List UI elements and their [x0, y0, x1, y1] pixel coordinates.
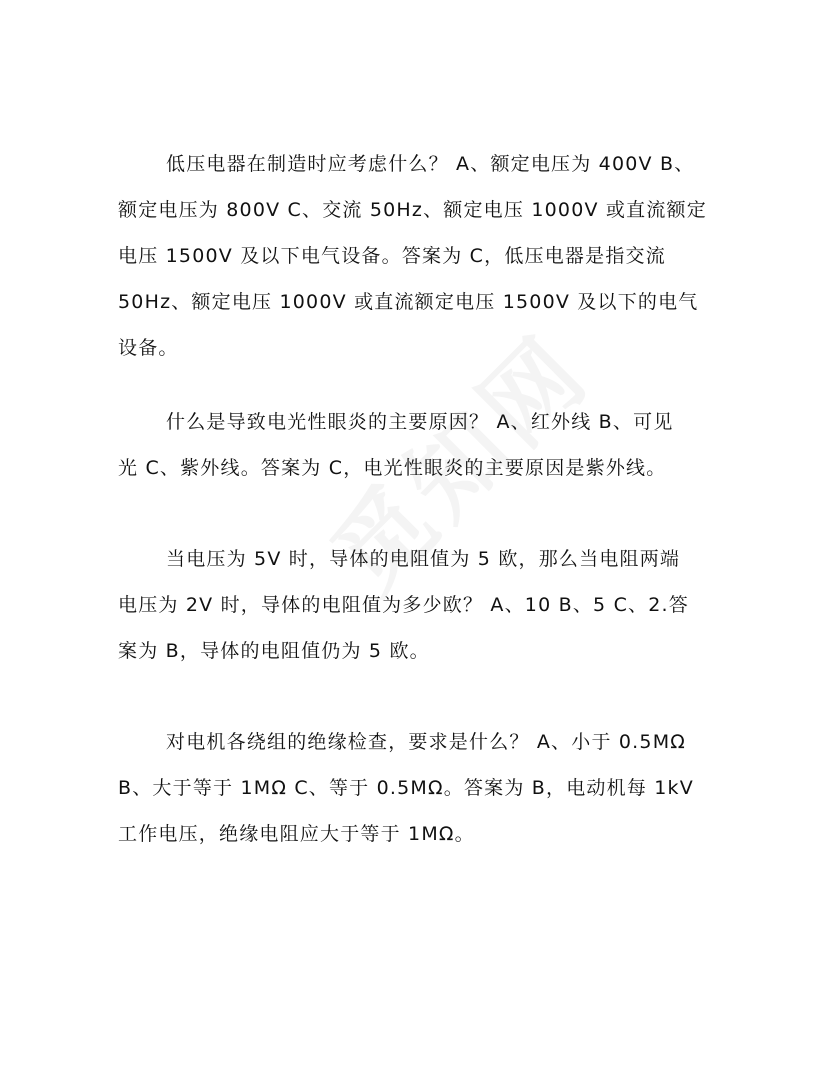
text-line: 额定电压为 800V C、交流 50Hz、额定电压 1000V 或直流额定: [118, 199, 707, 221]
text-line: 什么是导致电光性眼炎的主要原因？ A、红外线 B、可见: [166, 411, 674, 433]
text-line: 电压为 2V 时，导体的电阻值为多少欧？ A、10 B、5 C、2.答: [118, 594, 689, 616]
text-line: 工作电压，绝缘电阻应大于等于 1MΩ。: [118, 823, 475, 845]
text-line: 光 C、紫外线。答案为 C，电光性眼炎的主要原因是紫外线。: [118, 457, 667, 479]
text-line: 50Hz、额定电压 1000V 或直流额定电压 1500V 及以下的电气: [118, 291, 699, 313]
text-line: B、大于等于 1MΩ C、等于 0.5MΩ。答案为 B，电动机每 1kV: [118, 777, 694, 799]
text-line: 设备。: [118, 337, 179, 359]
text-line: 案为 B，导体的电阻值仍为 5 欧。: [118, 640, 430, 662]
text-line: 当电压为 5V 时，导体的电阻值为 5 欧，那么当电阻两端: [166, 548, 681, 570]
text-line: 对电机各绕组的绝缘检查，要求是什么？ A、小于 0.5MΩ: [166, 731, 687, 753]
text-line: 电压 1500V 及以下电气设备。答案为 C，低压电器是指交流: [118, 245, 666, 267]
text-line: 低压电器在制造时应考虑什么？ A、额定电压为 400V B、: [166, 153, 695, 175]
